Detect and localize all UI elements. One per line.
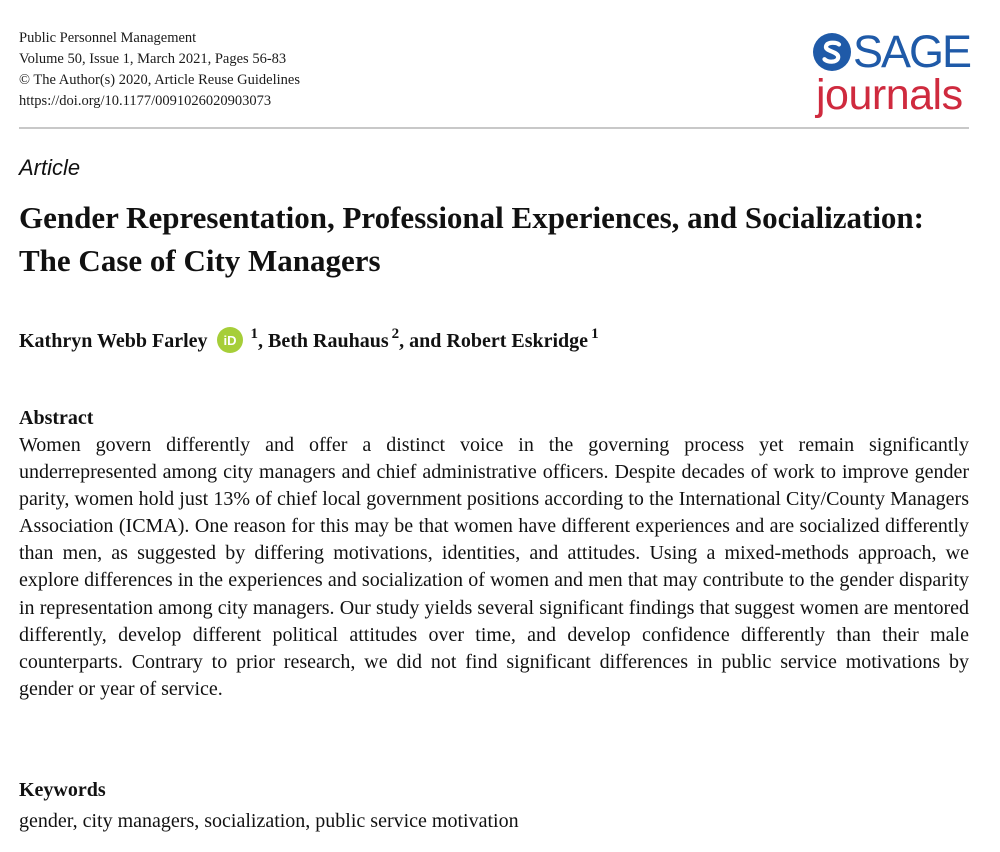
copyright-line[interactable]: © The Author(s) 2020, Article Reuse Guidelines	[19, 72, 300, 88]
keywords-list: gender, city managers, socialization, public service motivation	[19, 810, 519, 832]
sage-s-emblem-icon	[812, 32, 852, 72]
header-divider	[19, 127, 969, 129]
abstract-heading: Abstract	[19, 407, 94, 429]
citation-block	[19, 28, 300, 112]
sage-wordmark: SAGE	[853, 26, 971, 77]
journal-name[interactable]: Public Personnel Management	[19, 30, 197, 46]
doi-link[interactable]: https://doi.org/10.1177/0091026020903073	[19, 93, 272, 109]
article-title: Gender Representation, Professional Experiences, and Socialization: The Case of City Managers	[19, 200, 924, 278]
author-affiliation[interactable]: 1	[591, 326, 599, 342]
author-list	[19, 326, 599, 356]
orcid-icon-label: iD	[223, 333, 237, 348]
orcid-icon[interactable]	[217, 327, 243, 353]
journals-wordmark: journals	[816, 71, 963, 119]
author-name[interactable]: Robert Eskridge	[446, 330, 589, 352]
article-type-label: Article	[19, 155, 81, 180]
author-affiliation[interactable]: 1	[250, 326, 259, 342]
keywords-heading: Keywords	[19, 779, 106, 801]
sage-journals-logo[interactable]	[812, 28, 972, 124]
abstract-text: Women govern differently and offer a distinct voice in the governing process yet remain significantly underrepresented among city managers and chief administrative officers. Despite decades of work to improve gender parity, women hold just 13% of chief local government positions according to the International City/County Managers Association (ICMA). One reason for this may be that women have different experiences and are socialized differently than men, as suggested by differing motivations, identities, and attitudes. Using a mixed-methods approach, we explore differences in the experiences and socialization of women and men that may contribute to the gender disparity in representation among city managers. Our study yields several significant findings that suggest women are mentored differently, develop different political attitudes over time, and develop confidence differently than their male counterparts. Contrary to prior research, we did not find significant differences in public service motivations by gender or year of service.	[19, 434, 969, 700]
author-affiliation[interactable]: 2	[391, 326, 400, 342]
author-separator: , and	[399, 330, 447, 352]
author-name[interactable]: Kathryn Webb Farley	[19, 330, 208, 352]
author-separator: ,	[258, 330, 269, 352]
volume-issue-pages: Volume 50, Issue 1, March 2021, Pages 56-83	[19, 51, 287, 67]
author-name[interactable]: Beth Rauhaus	[268, 330, 389, 352]
